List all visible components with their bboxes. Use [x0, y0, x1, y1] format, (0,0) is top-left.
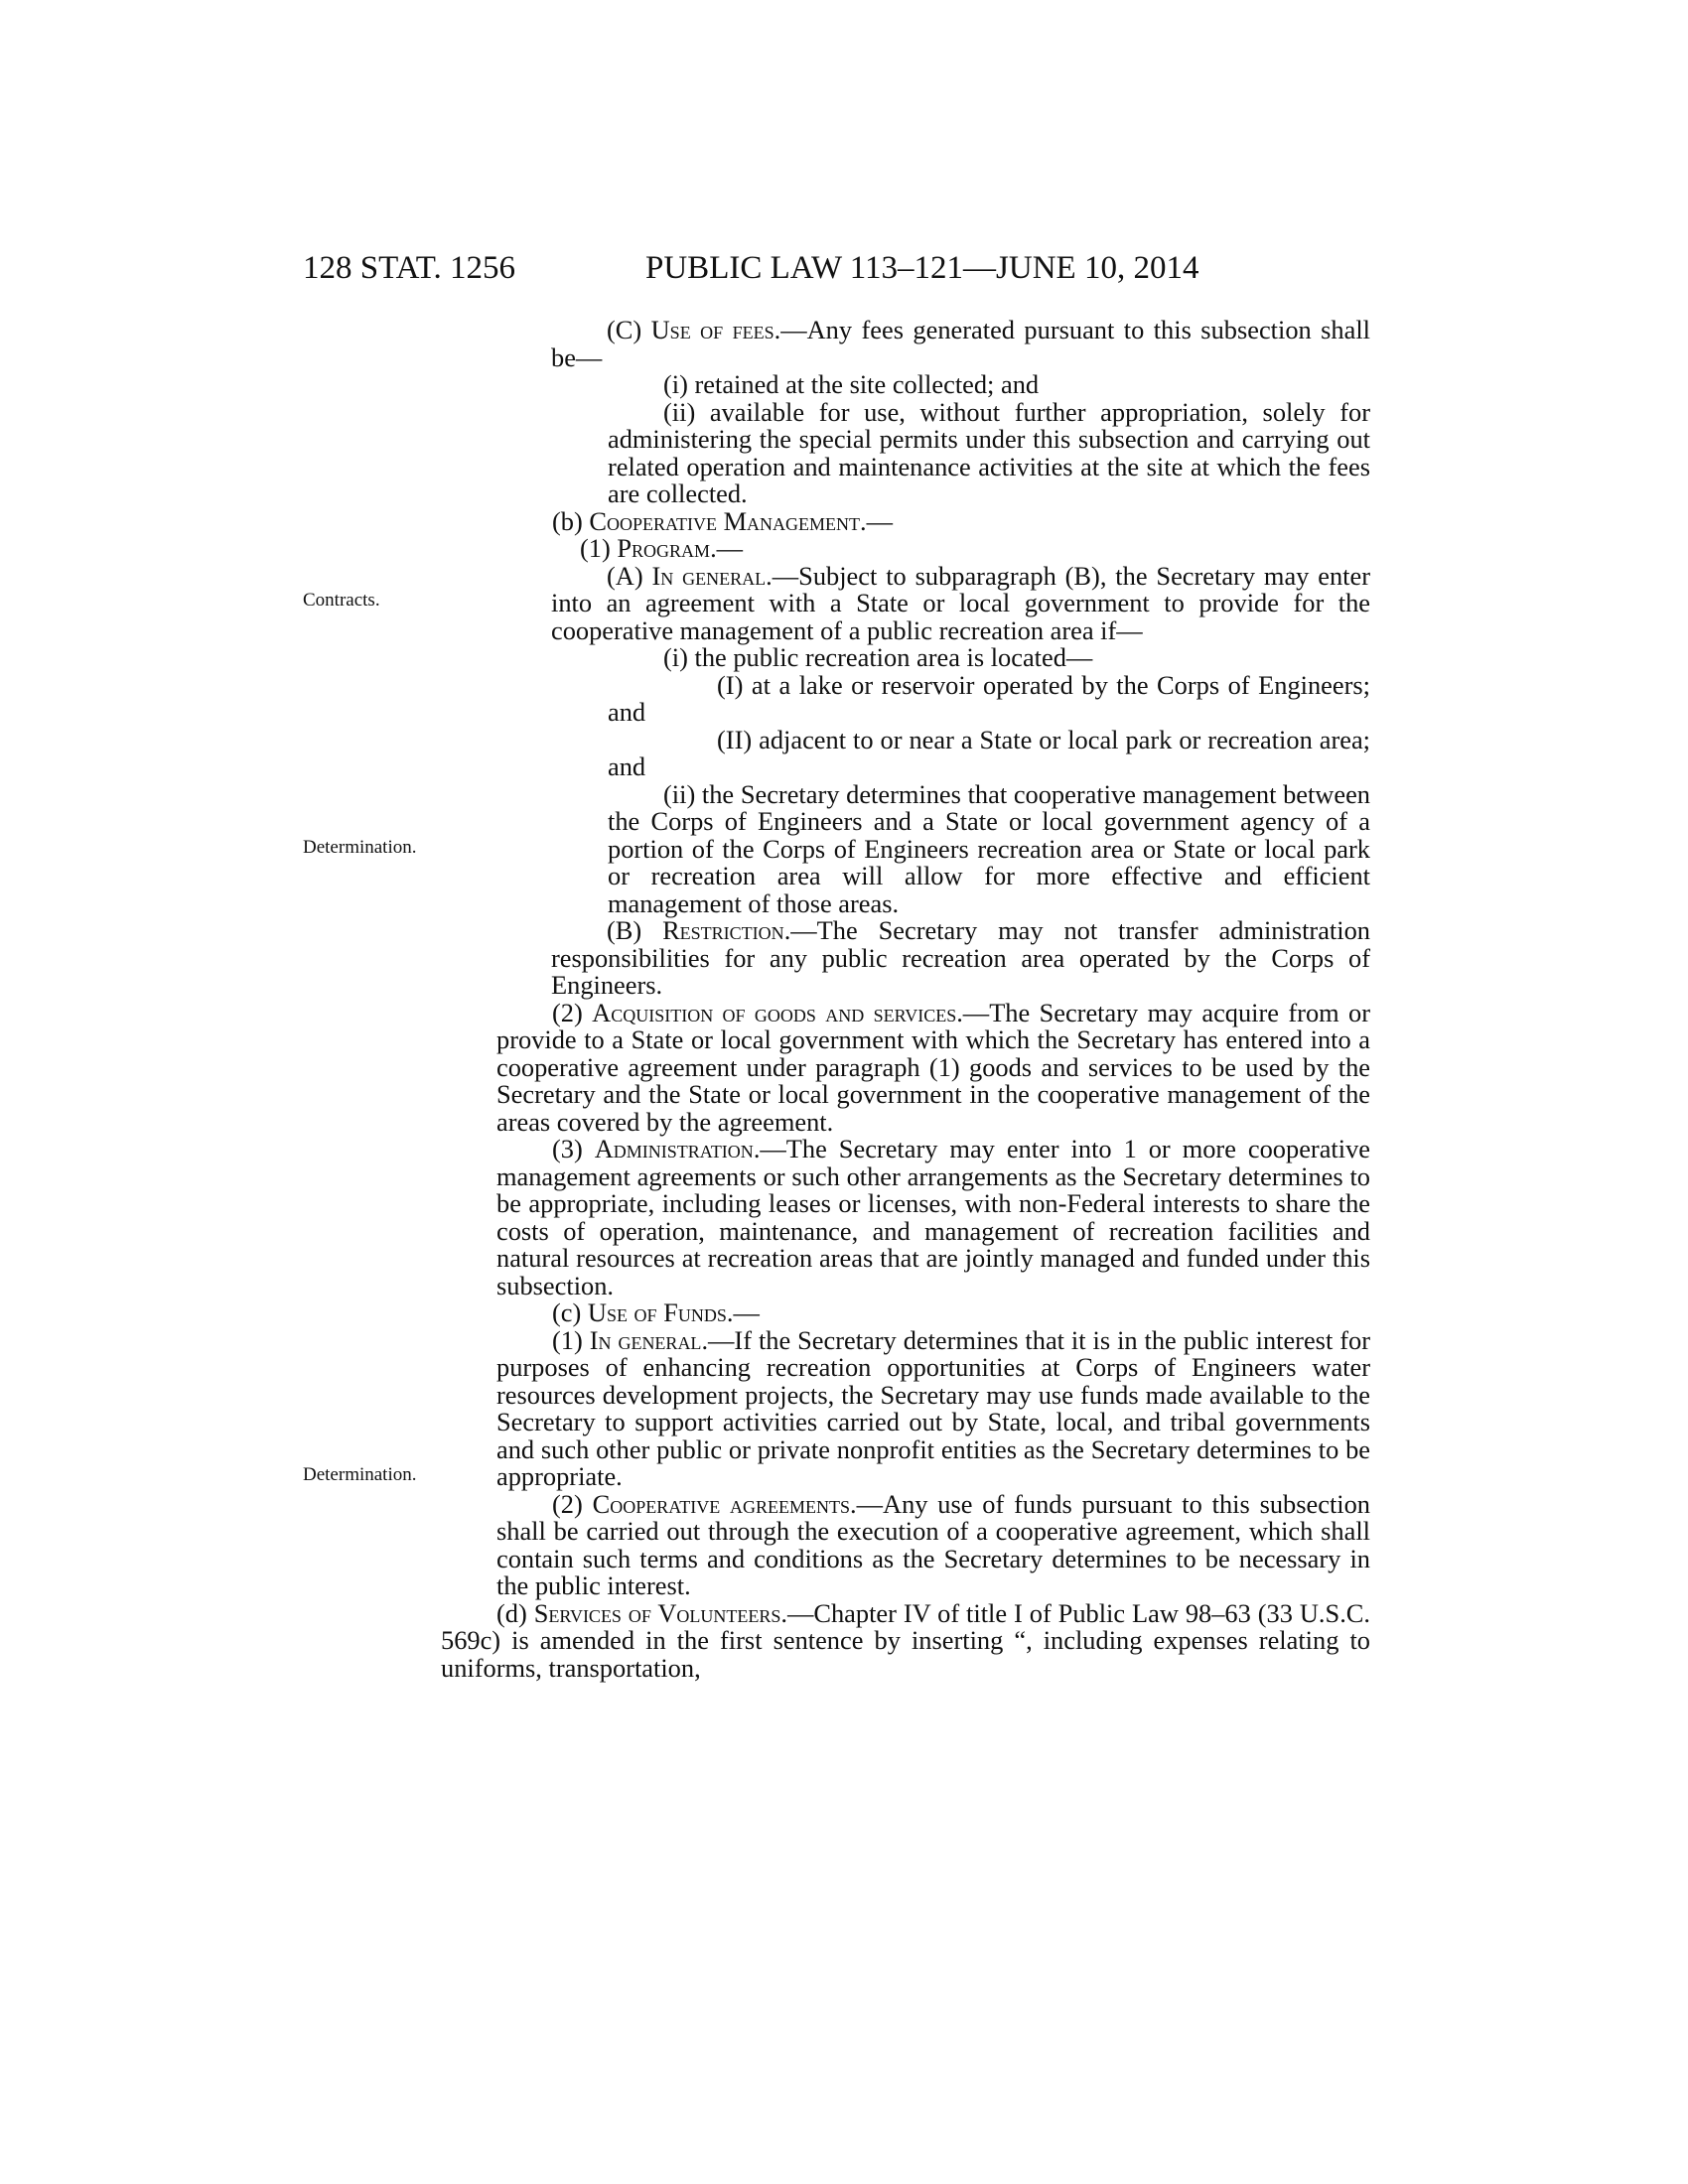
paragraph-text: .—The Secretary may acquire from or provide to a State or local government with which the Secretary has entered into a cooperative agreement under paragraph (1) goods and services to be used by the Secretary and the State or local government in the cooperative management of the areas covered by the agreement.	[496, 997, 1371, 1137]
subsection-text: .—Chapter IV of title I of Public Law 98–63 (33 U.S.C. 569c) is amended in the first sentence by inserting “, including expenses relating to uniforms, transportation,	[441, 1597, 1370, 1683]
subsection-heading: Use of Funds	[587, 1297, 727, 1327]
paragraph-text: .—Subject to subparagraph (B), the Secretary may enter into an agreement with a State or local government to provide for the cooperative management of a public recreation area if—	[551, 560, 1370, 645]
paragraph-heading: In general	[589, 1324, 702, 1355]
subsection-text: .—	[860, 505, 894, 536]
subclause-b1-a-i-I: (I) at a lake or reservoir operated by the Corps of Engineers; and	[608, 669, 1370, 727]
paragraph-c1	[496, 1324, 1370, 1491]
paragraph-heading: Administration	[594, 1134, 754, 1163]
paragraph-number: (2)	[552, 997, 593, 1027]
margin-note-contracts: Contracts.	[303, 590, 380, 611]
paragraph-heading: In general	[651, 560, 767, 591]
subsection-c-heading	[496, 1299, 1370, 1327]
paragraph-heading: Program	[617, 533, 711, 563]
paragraph-b2	[496, 997, 1371, 1137]
paragraph-number: (C)	[607, 315, 651, 344]
paragraph-b3	[496, 1136, 1370, 1299]
paragraph-text: .—If the Secretary determines that it is in the public interest for purposes of enhancing recreation opportunities at Corps of Engineers water resources development projects, the Secretary may use funds made available to the Secretary to support activities carried out by State, local, and tribal governments and such other public or private nonprofit entities as the Secretary determines to be appropriate.	[496, 1324, 1370, 1491]
paragraph-number: (A)	[607, 560, 652, 591]
clause-c-ii: (ii) available for use, without further appropriation, solely for administering the special permits under this subsection and carrying out related operation and maintenance activities at the site at which the fees are collected.	[608, 396, 1370, 508]
paragraph-number: (B)	[607, 915, 663, 945]
subclause-b1-a-i-II: (II) adjacent to or near a State or local park or recreation area; and	[608, 724, 1370, 781]
paragraph-number: (3)	[552, 1134, 595, 1163]
paragraph-heading: Restriction	[662, 915, 784, 945]
paragraph-b1-heading	[496, 535, 1370, 563]
paragraph-number: (1)	[580, 533, 618, 563]
clause-b1-a-ii: (ii) the Secretary determines that cooperative management between the Corps of Engineers and a State or local government agency of a portion of the Corps of Engineers recreation area or State or local park or recreation area will allow for more effective and efficient management of those areas.	[608, 778, 1370, 918]
subsection-number: (b)	[552, 505, 590, 536]
clause-b1-a-i: (i) the public recreation area is located—	[663, 642, 1093, 672]
paragraph-text: .—The Secretary may enter into 1 or more cooperative management agreements or such other arrangements as the Secretary determines to be appropriate, including leases or licenses, with non-Federal interests to share the costs of operation, maintenance, and management of recreation facilities and natural resources at recreation areas that are jointly managed and funded under this subsection.	[496, 1134, 1370, 1300]
subsection-heading: Services of Volunteers	[533, 1597, 781, 1628]
subsection-number: (c)	[552, 1297, 588, 1327]
subsection-text: .—	[726, 1297, 760, 1327]
paragraph-number: (1)	[552, 1324, 590, 1355]
clause-c-i: (i) retained at the site collected; and	[663, 369, 1040, 399]
subparagraph-b1-b	[496, 917, 1370, 1000]
subparagraph-b1-a	[496, 560, 1370, 645]
margin-note-determination: Determination.	[303, 837, 417, 858]
paragraph-c-use-of-fees	[496, 317, 1370, 371]
stat-citation: 128 STAT. 1256	[303, 250, 516, 286]
margin-note-determination: Determination.	[303, 1464, 417, 1485]
statute-body	[441, 315, 1371, 1683]
paragraph-heading: Use of fees	[650, 315, 774, 344]
paragraph-number: (2)	[552, 1488, 593, 1519]
subsection-number: (d)	[496, 1597, 534, 1628]
paragraph-heading: Acquisition of goods and services	[592, 997, 957, 1027]
paragraph-text: .—Any fees generated pursuant to this subsection shall be—	[551, 315, 1371, 372]
paragraph-text: .—The Secretary may not transfer administration responsibilities for any public recreation area operated by the Corps of Engineers.	[551, 915, 1370, 1000]
paragraph-text: .—Any use of funds pursuant to this subsection shall be carried out through the execution of a cooperative agreement, which shall contain such terms and conditions as the Secretary determines to be necessary in the public interest.	[496, 1488, 1370, 1600]
paragraph-c2	[496, 1488, 1370, 1600]
subsection-heading: Cooperative Management	[589, 505, 861, 536]
paragraph-heading: Cooperative agreements	[592, 1488, 851, 1519]
subsection-d	[441, 1597, 1370, 1683]
law-title: PUBLIC LAW 113–121—JUNE 10, 2014	[645, 250, 1199, 286]
paragraph-text: .—	[710, 533, 744, 563]
subsection-b-heading	[496, 505, 1370, 536]
